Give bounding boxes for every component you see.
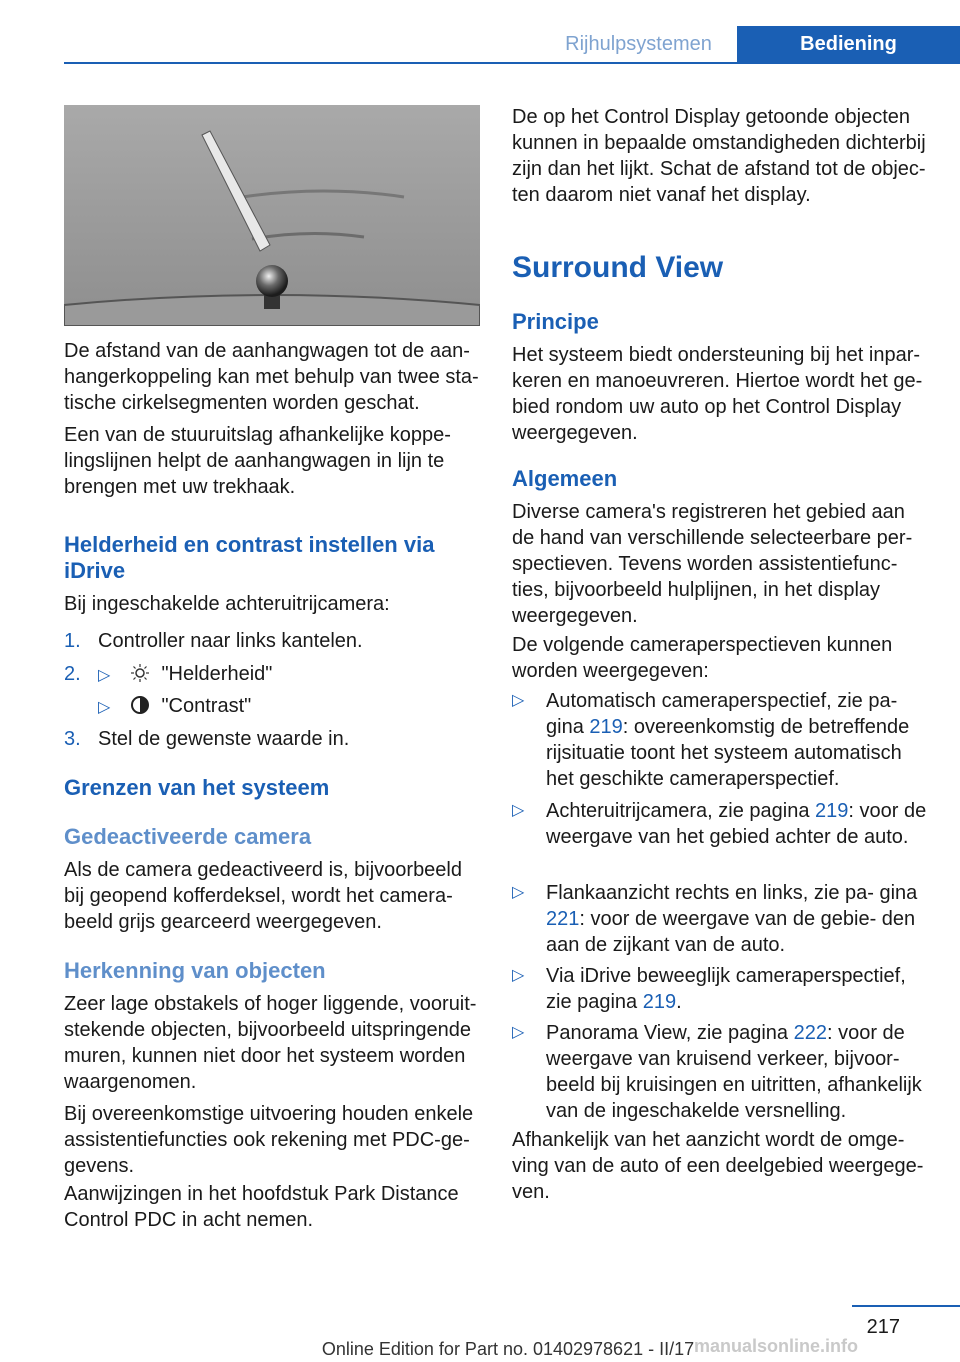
trailer-distance-text: De afstand van de aanhangwagen tot de aan- hangerkoppeling kan met behulp van twee sta- tische cirkelsegmenten worden geschat. xyxy=(64,340,479,414)
contrast-icon xyxy=(130,695,150,715)
page-link[interactable]: 222 xyxy=(793,1022,827,1044)
page-link[interactable]: 219 xyxy=(642,991,677,1013)
step-text: Stel de gewenste waarde in. xyxy=(98,728,350,750)
step-text: Controller naar links kantelen. xyxy=(98,630,363,652)
principle-text: Het systeem biedt ondersteuning bij het inpar- keren en manoeuvreren. Hiertoe wordt het ge- bied rondom uw auto op het Control Display weergegeven. xyxy=(512,344,923,444)
display-warning-text: De op het Control Display getoonde objecten kunnen in bepaalde omstandigheden dichterbij zijn dan het lijkt. Schat de afstand tot de objec- ten daarom niet vanaf het display. xyxy=(512,106,926,206)
heading-principle: Principe xyxy=(512,309,599,334)
page-link[interactable]: 221 xyxy=(546,908,580,930)
heading-brightness-contrast: Helderheid en contrast instellen via iDrive xyxy=(64,532,435,583)
pdc-reference-text: Aanwijzingen in het hoofdstuk Park Distance Control PDC in acht nemen. xyxy=(64,1183,459,1231)
header-chapter-tab: Bediening xyxy=(737,26,960,62)
triangle-bullet-icon: ▷ xyxy=(512,802,525,819)
step-number: 3. xyxy=(64,728,81,750)
general-text: Diverse camera's registreren het gebied aan de hand van verschillende selecteerbare per- spectieven. Tevens worden assistentiefunc- ties, bijvoorbeeld hulplijnen, in het display weergegeven. xyxy=(512,501,913,627)
header-section-tab: Rijhulpsystemen xyxy=(565,33,712,55)
triangle-bullet-icon: ▷ xyxy=(512,1024,525,1041)
contrast-label: "Contrast" xyxy=(161,695,252,717)
brightness-icon xyxy=(130,663,150,683)
perspectives-intro: De volgende cameraperspectieven kunnen worden weergegeven: xyxy=(512,634,893,682)
heading-deactivated-camera: Gedeactiveerde camera xyxy=(64,824,312,849)
sub-bullet xyxy=(98,661,480,689)
step-number: 1. xyxy=(64,630,81,652)
deactivated-camera-text: Als de camera gedeactiveerd is, bijvoorbeeld bij geopend kofferdeksel, wordt het camera- beeld grijs gearceerd weergegeven. xyxy=(64,859,462,933)
final-text: Afhankelijk van het aanzicht wordt de omge- ving van de auto of een deelgebied weergege- ven. xyxy=(512,1129,924,1203)
heading-surround-view: Surround View xyxy=(512,251,724,284)
bullet-text: Achteruitrijcamera, zie pagina 219: voor de weergave van het gebied achter de auto. xyxy=(546,800,927,848)
page-link[interactable]: 219 xyxy=(589,716,623,738)
pdc-data-text: Bij overeenkomstige uitvoering houden enkele assistentiefuncties ook rekening met PDC-ge- gevens. xyxy=(64,1103,474,1177)
sub-bullet xyxy=(98,693,480,721)
bullet-text: Automatisch cameraperspectief, zie pa- gina 219: overeenkomstig de betreffende rijsituatie toont het systeem automatisch het geschikte cameraperspectief. xyxy=(546,690,910,790)
header-rule xyxy=(64,62,960,64)
heading-general: Algemeen xyxy=(512,466,618,491)
bullet-text: Flankaanzicht rechts en links, zie pa- gina 221: voor de weergave van de gebie- den aan de zijkant van de auto. xyxy=(546,882,918,956)
page-number: 217 xyxy=(866,1316,900,1338)
triangle-bullet-icon: ▷ xyxy=(98,667,111,684)
watermark: manualsonline.info xyxy=(694,1336,859,1356)
object-detection-text: Zeer lage obstakels of hoger liggende, vooruit- stekende objecten, bijvoorbeeld uitspringende muren, kunnen niet door het systeem worden waargenomen. xyxy=(64,993,477,1093)
step-number: 2. xyxy=(64,663,81,685)
page-link[interactable]: 219 xyxy=(815,800,849,822)
triangle-bullet-icon: ▷ xyxy=(512,884,525,901)
coupling-lines-text: Een van de stuuruitslag afhankelijke koppe- lingslijnen helpt de aanhangwagen in lijn te brengen met uw trekhaak. xyxy=(64,424,451,498)
triangle-bullet-icon: ▷ xyxy=(512,967,525,984)
edition-text: Online Edition for Part no. 01402978621 - II/17 xyxy=(321,1339,695,1359)
brightness-label: "Helderheid" xyxy=(161,663,273,685)
heading-system-limits: Grenzen van het systeem xyxy=(64,775,330,800)
camera-image xyxy=(64,105,480,326)
heading-object-detection: Herkenning van objecten xyxy=(64,958,326,983)
triangle-bullet-icon: ▷ xyxy=(98,699,111,716)
bullet-text: Panorama View, zie pagina 222: voor de weergave van kruisend verkeer, bijvoor- beeld bij kruisingen en uitritten, afhankelijk van de ingeschakelde versnelling. xyxy=(546,1022,922,1122)
brightness-intro: Bij ingeschakelde achteruitrijcamera: xyxy=(64,593,390,615)
triangle-bullet-icon: ▷ xyxy=(512,692,525,709)
bullet-text: Via iDrive beweeglijk cameraperspectief, zie pagina 219. xyxy=(546,965,906,1013)
footer-rule xyxy=(852,1305,960,1307)
